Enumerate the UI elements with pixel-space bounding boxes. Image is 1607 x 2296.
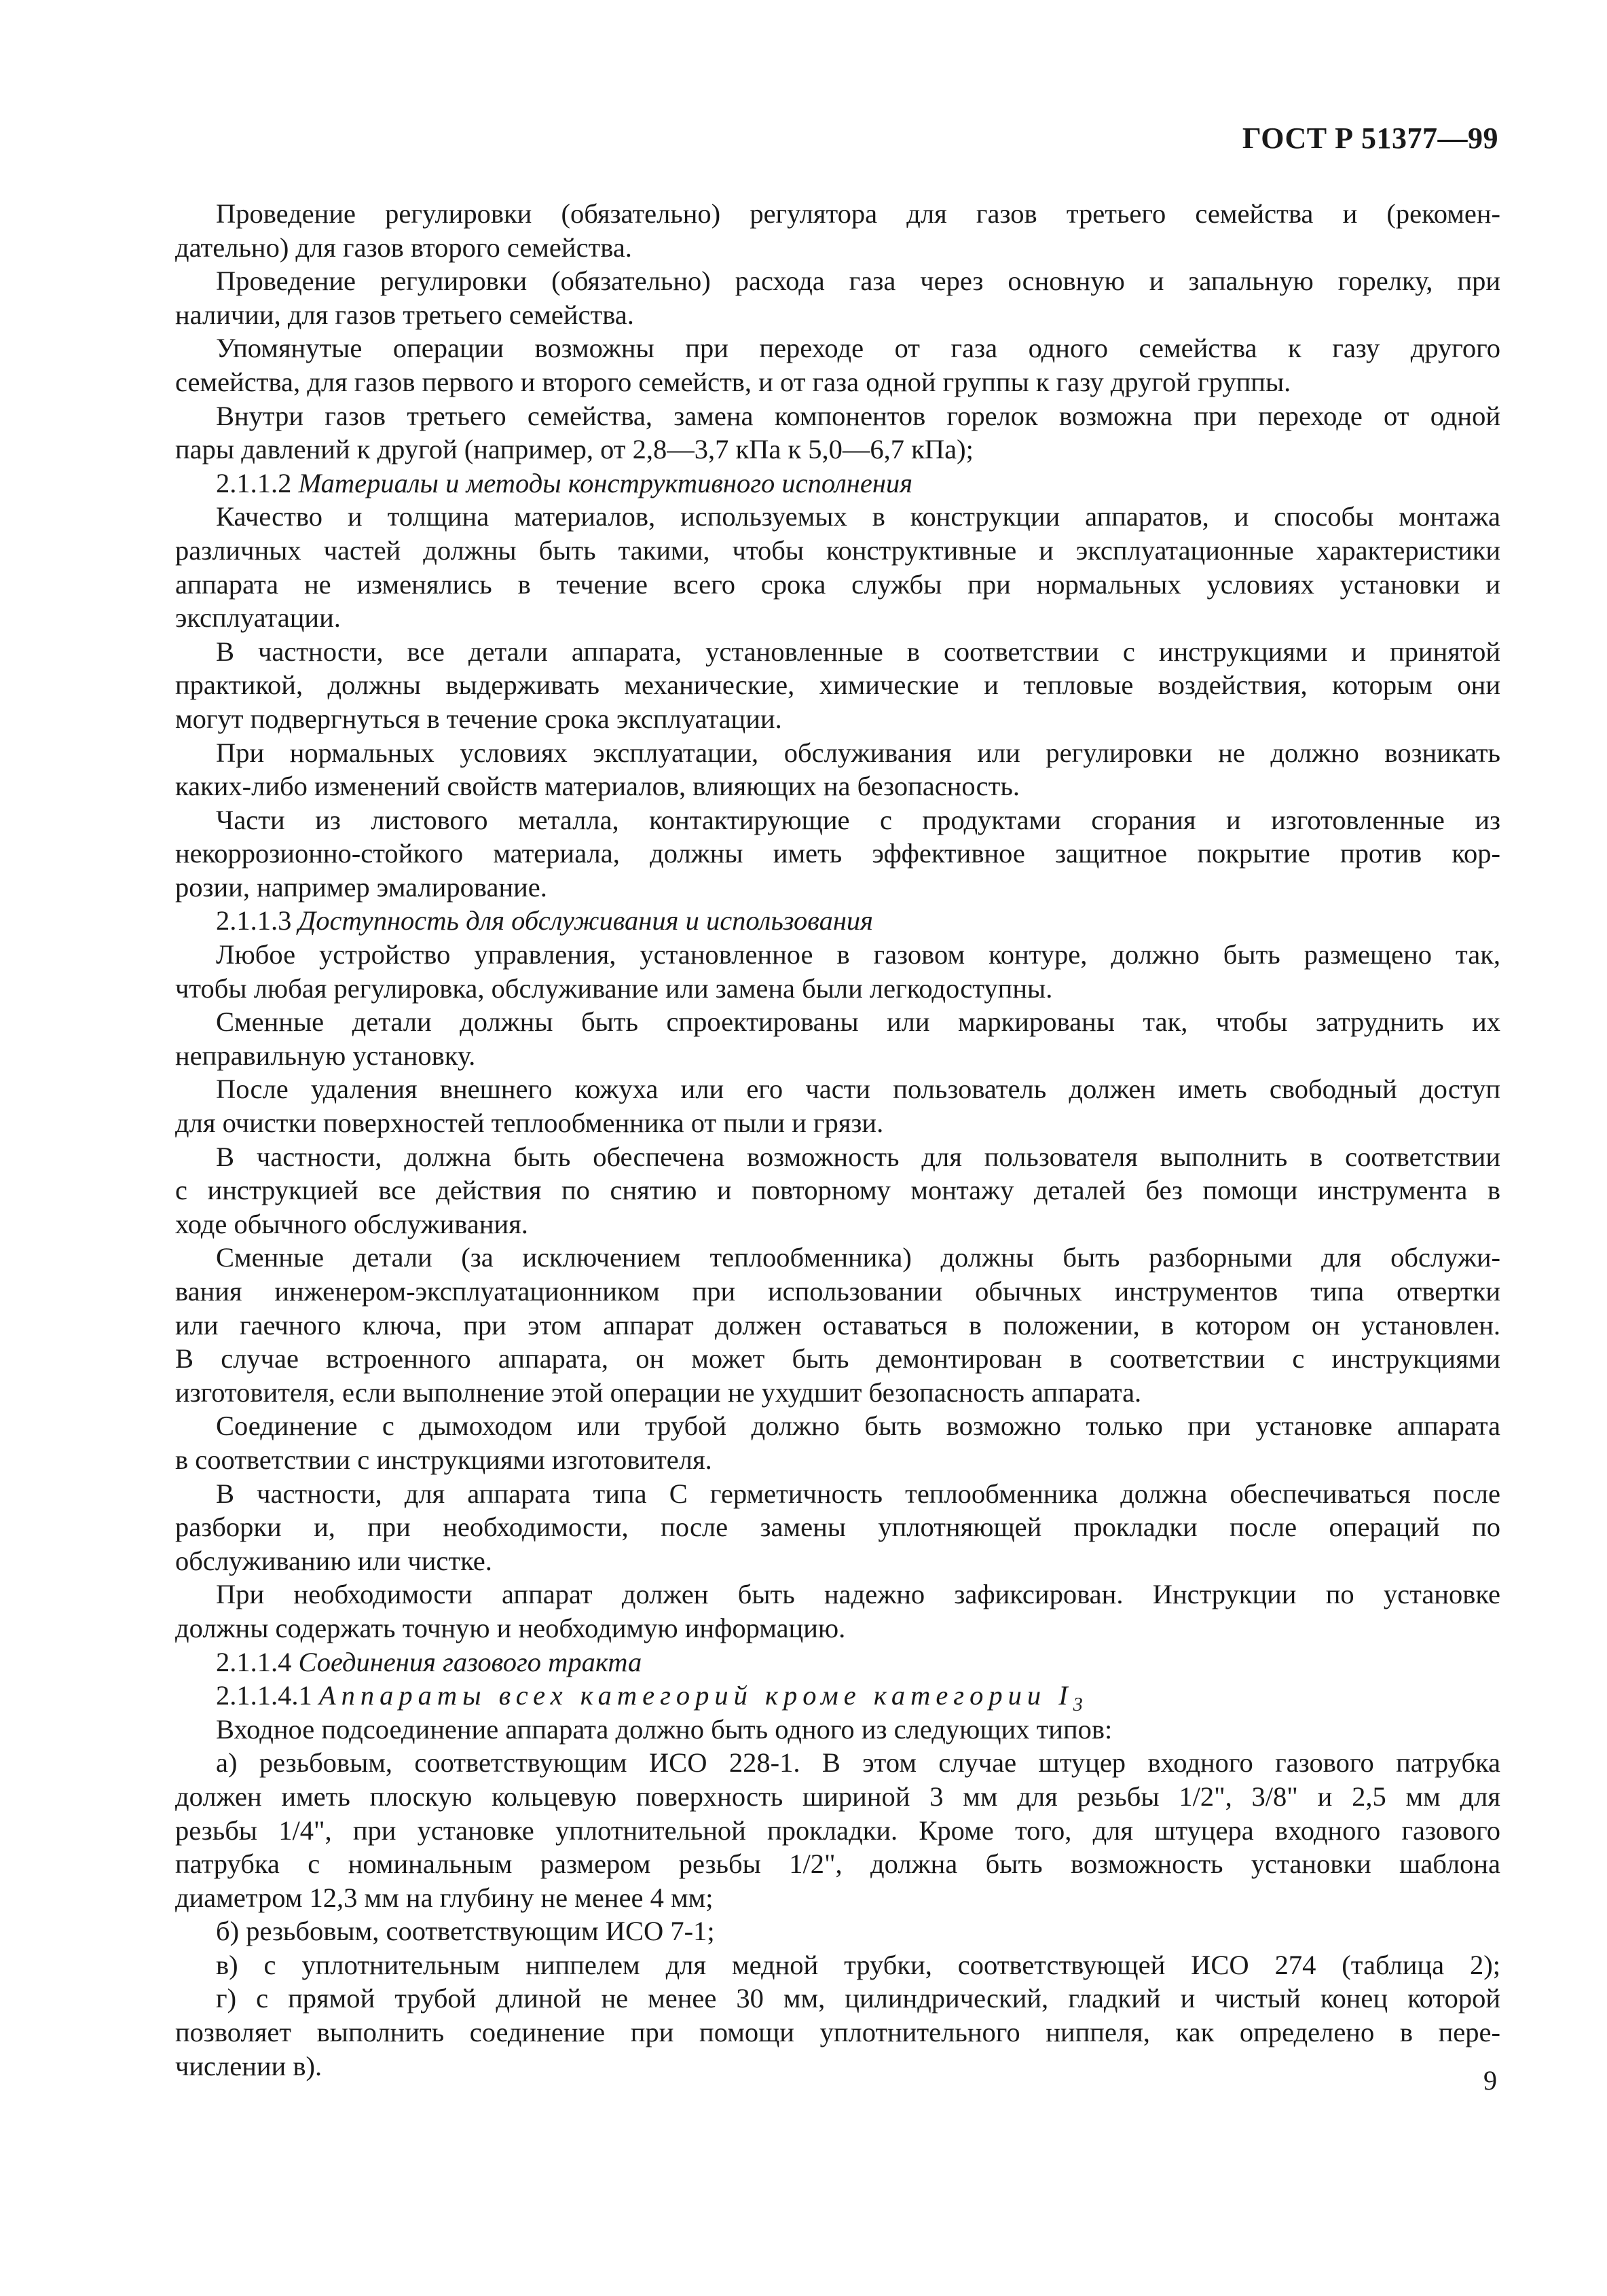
text-line: [175, 1645, 1500, 1679]
text-line: [175, 1207, 1500, 1241]
text-line-content: чтобы любая регулировка, обслуживание или замена были легкодоступны.: [175, 972, 1053, 1004]
category-subscript: 3: [1073, 1694, 1083, 1716]
text-line: [175, 972, 1500, 1006]
text-line-content: в) с уплотнительным ниппелем для медной трубки, соответствующей ИСО 274 (таблица 2);: [216, 1949, 1500, 1980]
text-line-content: изготовителя, если выполнение этой операции не ухудшит безопасность аппарата.: [175, 1377, 1142, 1408]
section-heading-spaced: Аппараты всех категорий кроме категории I: [318, 1680, 1073, 1711]
text-line: [175, 1309, 1500, 1343]
text-line: [175, 904, 1500, 938]
text-line: [175, 1241, 1500, 1275]
text-line: [175, 1275, 1500, 1309]
text-line: [175, 197, 1500, 231]
text-line-content: должны содержать точную и необходимую информацию.: [175, 1612, 846, 1643]
text-line-content: наличии, для газов третьего семейства.: [175, 299, 634, 330]
text-line: [175, 298, 1500, 332]
text-line-content: патрубка с номинальным размером резьбы 1/2", должна быть возможность установки шаблона: [175, 1848, 1500, 1880]
section-heading-text: Соединения газового тракта: [298, 1646, 642, 1677]
text-line: [175, 635, 1500, 669]
text-line: [175, 1072, 1500, 1106]
text-line-content: Части из листового металла, контактирующие с продуктами сгорания и изготовленные из: [216, 804, 1500, 835]
text-line: [175, 1510, 1500, 1544]
text-line: [175, 1342, 1500, 1376]
text-line: [175, 1982, 1500, 2016]
text-line: [175, 668, 1500, 702]
text-line-content: Внутри газов третьего семейства, замена компонентов горелок возможна при переходе от одной: [216, 400, 1500, 431]
text-line-content: числении в).: [175, 2050, 322, 2081]
section-heading-text: Доступность для обслуживания и использования: [298, 905, 873, 936]
text-line-content: некоррозионно-стойкого материала, должны иметь эффективное защитное покрытие против кор-: [175, 838, 1500, 869]
text-line: [175, 1544, 1500, 1578]
text-line: [175, 736, 1500, 770]
text-line: [175, 433, 1500, 467]
text-line-content: Соединение с дымоходом или трубой должно быть возможно только при установке аппарата: [216, 1410, 1500, 1442]
text-line-content: для очистки поверхностей теплообменника от пыли и грязи.: [175, 1108, 884, 1139]
text-line: [175, 1409, 1500, 1443]
text-line-content: В частности, все детали аппарата, установленные в соответствии с инструкциями и принятой: [216, 636, 1500, 667]
text-line: [175, 702, 1500, 736]
text-line-content: позволяет выполнить соединение при помощи уплотнительного ниппеля, как определено в пере-: [175, 2017, 1500, 2048]
text-line: [175, 1847, 1500, 1881]
section-heading-text: Материалы и методы конструктивного исполнения: [298, 467, 913, 498]
text-line-content: После удаления внешнего кожуха или его части пользователь должен иметь свободный доступ: [216, 1074, 1500, 1105]
text-line: [175, 1578, 1500, 1611]
text-line: [175, 1443, 1500, 1477]
text-line-content: 2.1.1.4.1: [216, 1680, 319, 1711]
text-line-content: или гаечного ключа, при этом аппарат должен оставаться в положении, в котором он установлен.: [175, 1309, 1500, 1341]
text-line-content: Упомянутые операции возможны при переходе от газа одного семейства к газу другого: [216, 333, 1500, 364]
text-line: [175, 1611, 1500, 1645]
text-line: [175, 231, 1500, 265]
text-line-content: розии, например эмалирование.: [175, 871, 547, 903]
text-line: [175, 1106, 1500, 1140]
text-line: [175, 1376, 1500, 1410]
text-line-content: Проведение регулировки (обязательно) расхода газа через основную и запальную горелку, при: [216, 266, 1500, 297]
text-line: [175, 500, 1500, 534]
text-line-content: диаметром 12,3 мм на глубину не менее 4 мм;: [175, 1882, 714, 1913]
text-line: [175, 467, 1500, 500]
text-line: [175, 938, 1500, 972]
text-line: [175, 871, 1500, 905]
text-line-content: Сменные детали должны быть спроектированы или маркированы так, чтобы затруднить их: [216, 1006, 1500, 1038]
text-line: [175, 568, 1500, 602]
text-line: [175, 1140, 1500, 1174]
text-line: [175, 399, 1500, 433]
text-line-content: должен иметь плоскую кольцевую поверхность шириной 3 мм для резьбы 1/2", 3/8" и 2,5 мм для: [175, 1781, 1500, 1812]
body-text: [175, 197, 1500, 2083]
text-line-content: 2.1.1.4: [216, 1646, 299, 1677]
text-line-content: В частности, для аппарата типа С герметичность теплообменника должна обеспечиваться после: [216, 1478, 1500, 1509]
text-line-content: При необходимости аппарат должен быть надежно зафиксирован. Инструкции по установке: [216, 1579, 1500, 1610]
text-line: [175, 837, 1500, 871]
text-line-content: В случае встроенного аппарата, он может быть демонтирован в соответствии с инструкциями: [175, 1343, 1500, 1374]
text-line-content: Проведение регулировки (обязательно) регулятора для газов третьего семейства и (рекомен-: [216, 198, 1500, 229]
text-line: [175, 1814, 1500, 1848]
text-line-content: аппарата не изменялись в течение всего срока службы при нормальных условиях установки и: [175, 568, 1500, 600]
text-line: [175, 534, 1500, 568]
text-line: [175, 1039, 1500, 1073]
text-line-content: могут подвергнуться в течение срока эксплуатации.: [175, 703, 782, 734]
text-line: [175, 1948, 1500, 1982]
text-line-content: При нормальных условиях эксплуатации, обслуживания или регулировки не должно возникать: [216, 737, 1500, 768]
text-line-content: в соответствии с инструкциями изготовителя.: [175, 1444, 712, 1475]
text-line: [175, 769, 1500, 803]
text-line: [175, 1713, 1500, 1747]
text-line-content: резьбы 1/4", при установке уплотнительной прокладки. Кроме того, для штуцера входного газового: [175, 1815, 1500, 1846]
text-line: [175, 1679, 1500, 1716]
text-line: [175, 2016, 1500, 2049]
text-line: [175, 1914, 1500, 1948]
text-line-content: Качество и толщина материалов, используемых в конструкции аппаратов, и способы монтажа: [216, 501, 1500, 532]
text-line-content: с инструкцией все действия по снятию и повторному монтажу деталей без помощи инструмента в: [175, 1175, 1500, 1206]
text-line-content: 2.1.1.2: [216, 467, 299, 498]
text-line-content: Любое устройство управления, установленное в газовом контуре, должно быть размещено так,: [216, 939, 1500, 970]
text-line: [175, 1746, 1500, 1780]
text-line-content: различных частей должны быть такими, чтобы конструктивные и эксплуатационные характеристики: [175, 534, 1500, 566]
text-line-content: ходе обычного обслуживания.: [175, 1208, 528, 1239]
text-line: [175, 803, 1500, 837]
text-line-content: г) с прямой трубой длиной не менее 30 мм, цилиндрический, гладкий и чистый конец которой: [216, 1983, 1500, 2014]
text-line: [175, 1881, 1500, 1915]
text-line: [175, 331, 1500, 365]
text-line-content: каких-либо изменений свойств материалов, влияющих на безопасность.: [175, 771, 1020, 802]
text-line-content: а) резьбовым, соответствующим ИСО 228-1. В этом случае штуцер входного газового патрубка: [216, 1747, 1500, 1779]
text-line-content: практикой, должны выдерживать механические, химические и тепловые воздействия, которым они: [175, 670, 1500, 701]
text-line: [175, 1780, 1500, 1814]
text-line: [175, 601, 1500, 635]
page-number: 9: [1483, 2065, 1497, 2096]
text-line-content: обслуживанию или чистке.: [175, 1545, 492, 1576]
text-line-content: б) резьбовым, соответствующим ИСО 7-1;: [216, 1916, 715, 1947]
text-line: [175, 1005, 1500, 1039]
text-line: [175, 1173, 1500, 1207]
text-line: [175, 1477, 1500, 1511]
text-line-content: Сменные детали (за исключением теплообменника) должны быть разборными для обслужи-: [216, 1242, 1500, 1273]
text-line: [175, 2049, 1500, 2083]
text-line-content: пары давлений к другой (например, от 2,8—3,7 кПа к 5,0—6,7 кПа);: [175, 434, 974, 465]
document-number-header: ГОСТ Р 51377—99: [1242, 122, 1498, 155]
text-line-content: вания инженером-эксплуатационником при использовании обычных инструментов типа отвертки: [175, 1276, 1500, 1307]
text-line-content: В частности, должна быть обеспечена возможность для пользователя выполнить в соответствии: [216, 1141, 1500, 1172]
text-line-content: разборки и, при необходимости, после замены уплотняющей прокладки после операций по: [175, 1512, 1500, 1543]
text-line-content: неправильную установку.: [175, 1040, 476, 1071]
text-line-content: эксплуатации.: [175, 602, 341, 634]
text-line-content: семейства, для газов первого и второго семейств, и от газа одной группы к газу другой группы.: [175, 366, 1291, 397]
text-line-content: 2.1.1.3: [216, 905, 299, 936]
text-line-content: дательно) для газов второго семейства.: [175, 232, 632, 263]
text-line: [175, 365, 1500, 399]
text-line-content: Входное подсоединение аппарата должно быть одного из следующих типов:: [216, 1713, 1113, 1745]
text-line: [175, 264, 1500, 298]
